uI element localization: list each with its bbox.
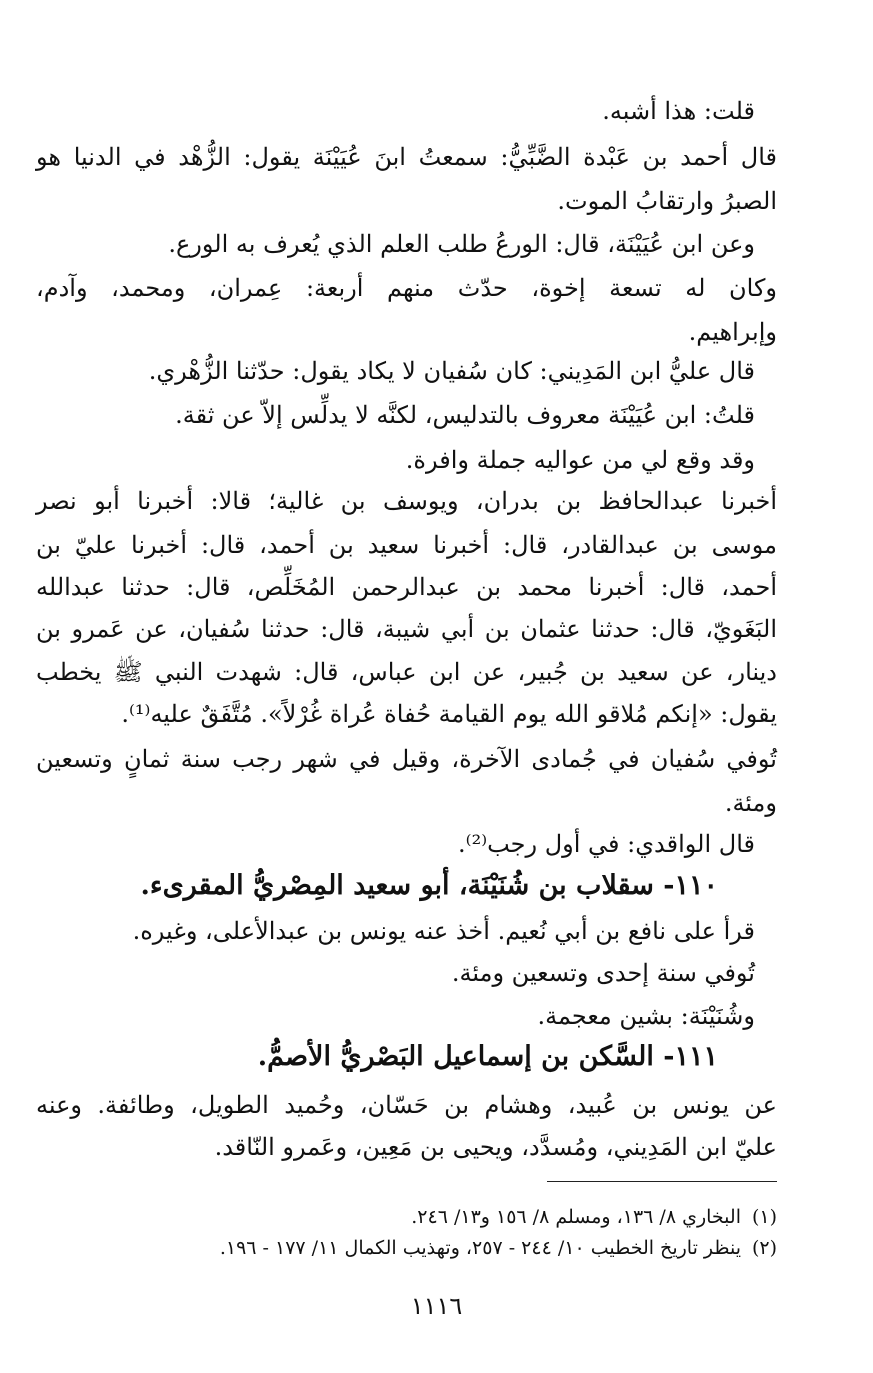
- footnote-number: (٢): [751, 1237, 777, 1259]
- text-line: البَغَويّ، قال: حدثنا عثمان بن أبي شيبة، قال: حدثنا سُفيان، عن عَمرو بن: [36, 615, 777, 643]
- text-line: عليّ ابن المَدِيني، ومُسدَّد، ويحيى بن مَعِين، وعَمرو النّاقد.: [214, 1133, 777, 1161]
- text-line: ومئة.: [724, 789, 777, 817]
- text-line: موسى بن عبدالقادر، قال: أخبرنا سعيد بن أحمد، قال: أخبرنا عليّ بن: [36, 531, 777, 559]
- footnote-text: البخاري ٨/ ١٣٦، ومسلم ٨/ ١٥٦ و١٣/ ٢٤٦.: [411, 1206, 741, 1228]
- text-line: وعن ابن عُيَيْنَة، قال: الورعُ طلب العلم الذي يُعرف به الورع.: [168, 230, 755, 258]
- page-number: ١١١٦: [410, 1292, 463, 1320]
- footnote: [220, 1235, 777, 1261]
- text-line: تُوفي سنة إحدى وتسعين ومئة.: [451, 959, 755, 987]
- text-line: قلتُ: ابن عُيَيْنَة معروف بالتدليس، لكنَّه لا يدلِّس إلاّ عن ثقة.: [175, 401, 755, 429]
- footnote-divider: [547, 1181, 777, 1182]
- footnote-text: ينظر تاريخ الخطيب ١٠/ ٢٤٤ - ٢٥٧، وتهذيب الكمال ١١/ ١٧٧ - ١٩٦.: [219, 1237, 741, 1259]
- text-line: يقول: «إنكم مُلاقو الله يوم القيامة حُفاة عُراة غُرْلاً». مُتَّفَقٌ عليه⁽¹⁾.: [121, 700, 777, 728]
- text-line: قلت: هذا أشبه.: [602, 97, 755, 125]
- entry-heading: ١١١- السَّكن بن إسماعيل البَصْريُّ الأصمُّ.: [257, 1041, 718, 1072]
- text-line: أخبرنا عبدالحافظ بن بدران، ويوسف بن غالية؛ قالا: أخبرنا أبو نصر: [36, 487, 777, 515]
- text-line: الصبرُ وارتقابُ الموت.: [557, 187, 777, 215]
- text-line: دينار، عن سعيد بن جُبير، عن ابن عباس، قال: شهدت النبي ﷺ يخطب: [36, 658, 777, 686]
- entry-heading: ١١٠- سقلاب بن شُنَيْنَة، أبو سعيد المِصْريُّ المقرىء.: [140, 870, 718, 901]
- text-line: وقد وقع لي من عواليه جملة وافرة.: [405, 446, 755, 474]
- text-line: قال الواقدي: في أول رجب⁽²⁾.: [458, 830, 755, 858]
- text-line: أحمد، قال: أخبرنا محمد بن عبدالرحمن المُخَلِّص، قال: حدثنا عبدالله: [36, 573, 777, 601]
- footnote: [411, 1204, 777, 1230]
- text-line: وكان له تسعة إخوة، حدّث منهم أربعة: عِمران، ومحمد، وآدم،: [36, 274, 777, 302]
- text-line: قال أحمد بن عَبْدة الضَّبِّيُّ: سمعتُ ابنَ عُيَيْنَة يقول: الزُّهْد في الدنيا هو: [36, 143, 777, 171]
- text-line: وشُنَيْنَة: بشين معجمة.: [537, 1002, 755, 1030]
- text-line: تُوفي سُفيان في جُمادى الآخرة، وقيل في شهر رجب سنة ثمانٍ وتسعين: [36, 745, 777, 773]
- text-line: عن يونس بن عُبيد، وهشام بن حَسّان، وحُميد الطويل، وطائفة. وعنه: [36, 1091, 777, 1119]
- text-line: قرأ على نافع بن أبي نُعيم. أخذ عنه يونس بن عبدالأعلى، وغيره.: [132, 917, 755, 945]
- footnote-number: (١): [751, 1206, 777, 1228]
- text-line: وإبراهيم.: [688, 318, 777, 346]
- text-line: قال عليُّ ابن المَدِيني: كان سُفيان لا يكاد يقول: حدّثنا الزُّهْري.: [148, 357, 755, 385]
